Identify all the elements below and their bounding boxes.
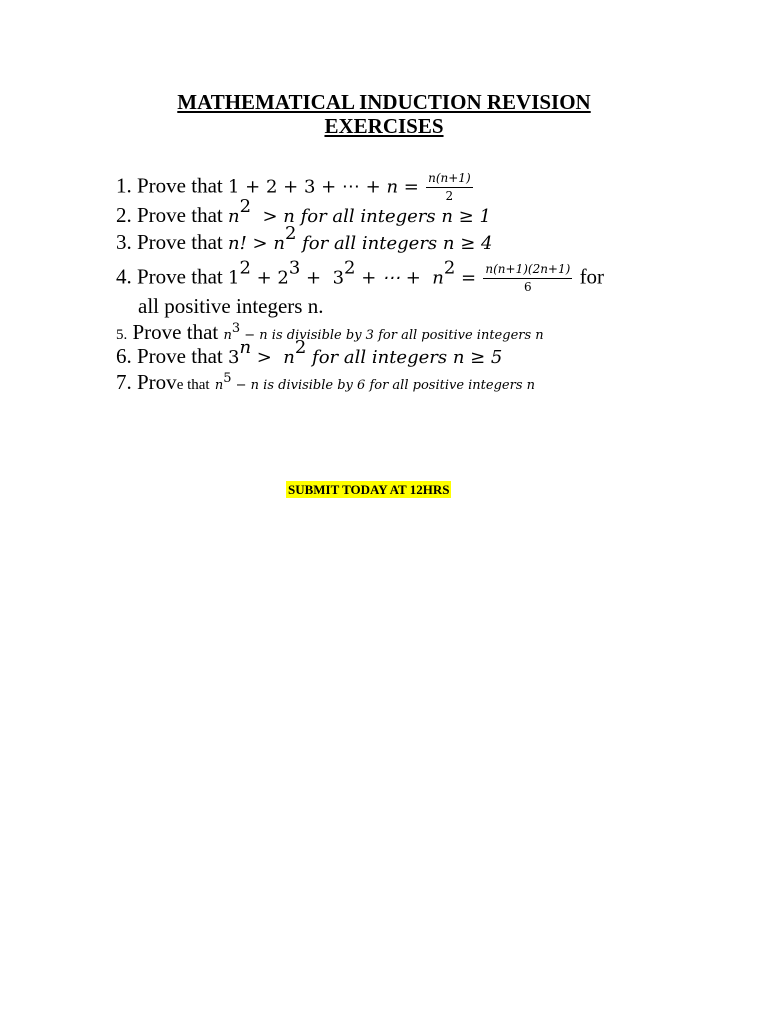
exercise-4: [116, 257, 605, 295]
exercise-7: [116, 372, 535, 393]
math-expression-rest: for all integers n ≥ 5: [306, 347, 503, 368]
exercise-lead: Prove that: [132, 320, 219, 344]
math-exponent: 2: [284, 223, 297, 245]
math-term: + ⋯ + n: [355, 267, 444, 289]
math-exponent: n: [239, 337, 252, 359]
math-exponent: 5: [223, 370, 232, 386]
exercise-lead: Prove that: [137, 230, 223, 254]
math-exponent: 3: [231, 320, 241, 336]
exercise-lead-small: e that: [176, 377, 210, 393]
exercise-number: 2.: [116, 203, 132, 227]
exercise-3: [116, 223, 493, 254]
fraction-denominator: 6: [524, 279, 532, 294]
fraction-denominator: 2: [445, 188, 454, 203]
math-expression: > n for all integers n ≥ 1: [251, 206, 491, 227]
exercise-lead: Prove that: [137, 173, 223, 198]
exercise-lead: Prove that: [137, 264, 223, 289]
math-base: n: [223, 328, 232, 343]
math-expression: − n is divisible by 6 for all positive integers n: [231, 378, 536, 393]
math-exponent: 2: [344, 257, 356, 279]
math-equals: =: [455, 267, 477, 289]
math-term: 1: [227, 267, 240, 289]
exercise-1: [116, 172, 475, 204]
exercise-number: 4.: [116, 264, 132, 289]
exercise-lead: Prove that: [137, 203, 223, 227]
exercise-lead: Prove that: [137, 344, 223, 368]
math-expression: n! > n: [227, 233, 285, 254]
math-base: n: [227, 206, 240, 227]
submit-notice: SUBMIT TODAY AT 12HRS: [288, 482, 450, 497]
exercise-number: 3.: [116, 230, 132, 254]
math-exponent: 2: [239, 196, 252, 218]
math-term: + 3: [300, 267, 345, 289]
exercise-number: 5.: [116, 327, 128, 343]
math-variable: n: [386, 176, 399, 198]
math-term: + 2: [250, 267, 289, 289]
fraction: [426, 172, 473, 204]
math-equals: =: [398, 176, 419, 198]
math-expression-rest: for all integers n ≥ 4: [296, 233, 493, 254]
math-exponent: 2: [443, 257, 456, 279]
exercise-number: 1.: [116, 173, 132, 198]
fraction-numerator: n(n+1)(2n+1): [483, 263, 572, 279]
fraction-numerator: n(n+1): [426, 172, 473, 188]
math-exponent: 2: [239, 257, 251, 279]
exercise-lead: Prov: [137, 370, 177, 394]
math-exponent: 2: [294, 337, 307, 359]
exercise-2: [116, 196, 491, 227]
math-base: 3: [227, 347, 240, 368]
title-line-2: EXERCISES: [324, 114, 444, 138]
exercise-number: 6.: [116, 344, 132, 368]
exercise-4-continuation: all positive integers n.: [138, 294, 324, 318]
math-expression: > n: [251, 347, 295, 368]
exercise-6: [116, 337, 503, 368]
exercise-5: [116, 322, 544, 343]
title-line-1: MATHEMATICAL INDUCTION REVISION: [177, 90, 591, 114]
math-expression: − n is divisible by 3 for all positive integers n: [240, 328, 544, 343]
math-exponent: 3: [288, 257, 301, 279]
exercise-number: 7.: [116, 370, 132, 394]
exercise-tail: for: [579, 264, 605, 289]
math-expression: 1 + 2 + 3 + ⋯ +: [227, 176, 387, 198]
math-base: n: [214, 378, 224, 393]
fraction: [483, 263, 572, 295]
